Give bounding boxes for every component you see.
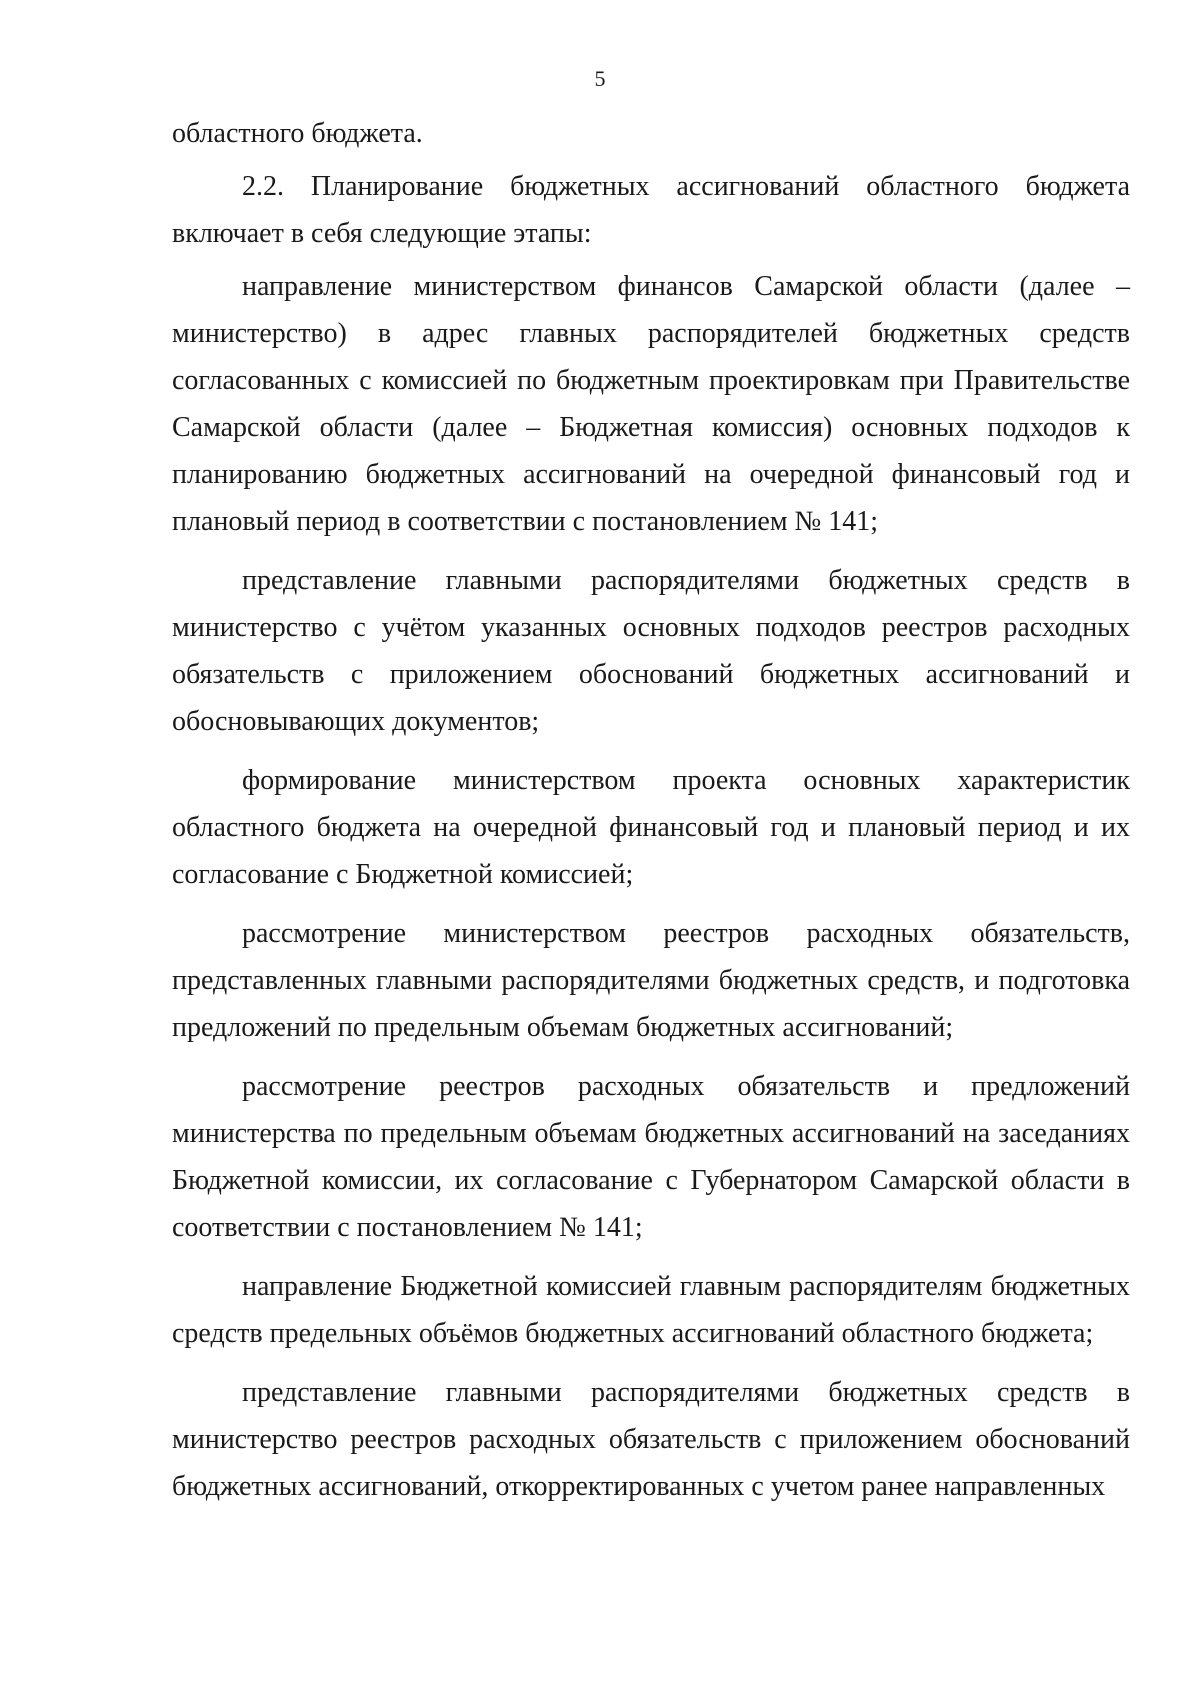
paragraph-stage-direction-approaches: направление министерством финансов Самарской области (далее – министерство) в адрес главных распорядителей бюджетных средств согласованных с комиссией по бюджетным проектировкам при Правительстве Самарской области (далее – Бюджетная комиссия) основных подходов к планированию бюджетных ассигнований на очередной финансовый год и плановый период в соответствии с постановлением № 141; bbox=[172, 271, 1130, 537]
paragraph-section-2-2: 2.2. Планирование бюджетных ассигнований областного бюджета включает в себя следующие этапы: bbox=[172, 171, 1130, 249]
paragraph-continuation: областного бюджета. bbox=[172, 118, 423, 149]
document-body bbox=[172, 110, 1130, 1510]
paragraph-stage-corrected-registers: представление главными распорядителями бюджетных средств в министерство реестров расходных обязательств с приложением обоснований бюджетных ассигнований, откорректированных с учетом ранее направленных bbox=[172, 1377, 1130, 1502]
paragraph-stage-registers-submission: представление главными распорядителями бюджетных средств в министерство с учётом указанных основных подходов реестров расходных обязательств с приложением обоснований бюджетных ассигнований и обосновывающих документов; bbox=[172, 565, 1130, 737]
paragraph-stage-commission-review: рассмотрение реестров расходных обязательств и предложений министерства по предельным объемам бюджетных ассигнований на заседаниях Бюджетной комиссии, их согласование с Губернатором Самарской области в соответствии с постановлением № 141; bbox=[172, 1071, 1130, 1243]
paragraph-stage-forming-characteristics: формирование министерством проекта основных характеристик областного бюджета на очередной финансовый год и плановый период и их согласование с Бюджетной комиссией; bbox=[172, 765, 1130, 890]
paragraph-stage-limits-direction: направление Бюджетной комиссией главным распорядителям бюджетных средств предельных объёмов бюджетных ассигнований областного бюджета; bbox=[172, 1271, 1130, 1349]
page-number: 5 bbox=[594, 66, 606, 91]
paragraph-stage-review-registers: рассмотрение министерством реестров расходных обязательств, представленных главными распорядителями бюджетных средств, и подготовка предложений по предельным объемам бюджетных ассигнований; bbox=[172, 918, 1130, 1043]
